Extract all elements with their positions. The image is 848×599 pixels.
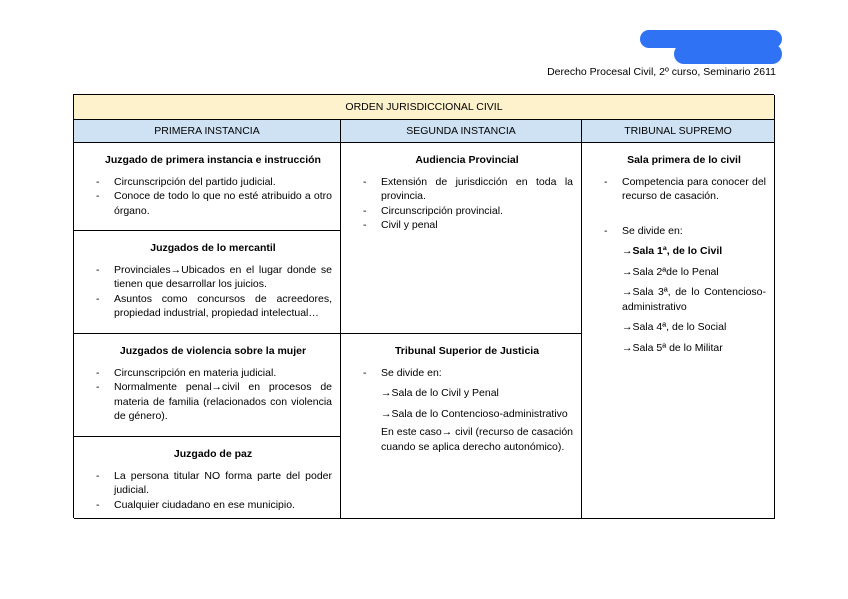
sala-item: →Sala 3ª, de lo Contencioso-administrativo [622,286,766,313]
list-item: - Cualquier ciudadano en ese municipio. [94,498,332,513]
column-header-segunda: SEGUNDA INSTANCIA [341,120,582,143]
list-item: - Normalmente penal→civil en procesos de materia de familia (relacionados con violencia de género). [94,380,332,424]
list-item: - La persona titular NO forma parte del poder judicial. [94,469,332,498]
list-item: - Circunscripción del partido judicial. [94,175,332,190]
sala-item: →Sala de lo Contencioso-administrativo [381,407,568,420]
jurisdiction-table [73,94,774,518]
list-item: - Circunscripción en materia judicial. [94,366,332,381]
course-header: Derecho Procesal Civil, 2º curso, Seminario 2611 [547,66,776,78]
court-block [74,334,341,437]
list-item: - Extensión de jurisdicción en toda la provincia. [361,175,573,204]
court-block [582,143,775,519]
list-item: - Civil y penal [361,218,573,233]
sala-item: →Sala 1ª, de lo Civil [622,245,723,257]
list-item: - Competencia para conocer del recurso de casación. [602,175,766,204]
court-title: Sala primera de lo civil [627,154,741,166]
court-title: Juzgados de violencia sobre la mujer [119,345,307,357]
court-block [74,231,341,334]
list-item: - Conoce de todo lo que no esté atribuido a otro órgano. [94,189,332,218]
redaction-mark [640,28,782,66]
court-title: Audiencia Provincial [415,154,519,166]
redaction-bar [674,44,782,64]
column-header-primera: PRIMERA INSTANCIA [74,120,341,143]
list-item: - Asuntos como concursos de acreedores, propiedad industrial, propiedad intelectual… [94,292,332,321]
list-item: - Circunscripción provincial. [361,204,573,219]
column-header-supremo: TRIBUNAL SUPREMO [582,120,775,143]
court-title: Juzgado de paz [173,448,253,460]
court-block [74,437,341,519]
sala-item: →Sala 4ª, de lo Social [622,321,727,333]
court-title: Tribunal Superior de Justicia [394,345,540,357]
court-block [341,334,582,519]
court-block [74,143,341,231]
court-title: Juzgados de lo mercantil [150,242,276,254]
list-item: - Se divide en: [602,224,766,239]
note-text: En este caso→ civil (recurso de casación cuando se aplica derecho autonómico). [381,426,573,453]
sala-item: →Sala 2ªde lo Penal [622,265,719,278]
sala-item: →Sala 5ª de lo Militar [622,341,723,354]
court-title: Juzgado de primera instancia e instrucción [105,154,321,166]
court-block [341,143,582,334]
list-item: - Se divide en: [361,366,573,381]
sala-item: →Sala de lo Civil y Penal [381,387,499,399]
table-title: ORDEN JURISDICCIONAL CIVIL [74,95,775,120]
list-item: - Provinciales→Ubicados en el lugar donde se tienen que desarrollar los juicios. [94,263,332,292]
